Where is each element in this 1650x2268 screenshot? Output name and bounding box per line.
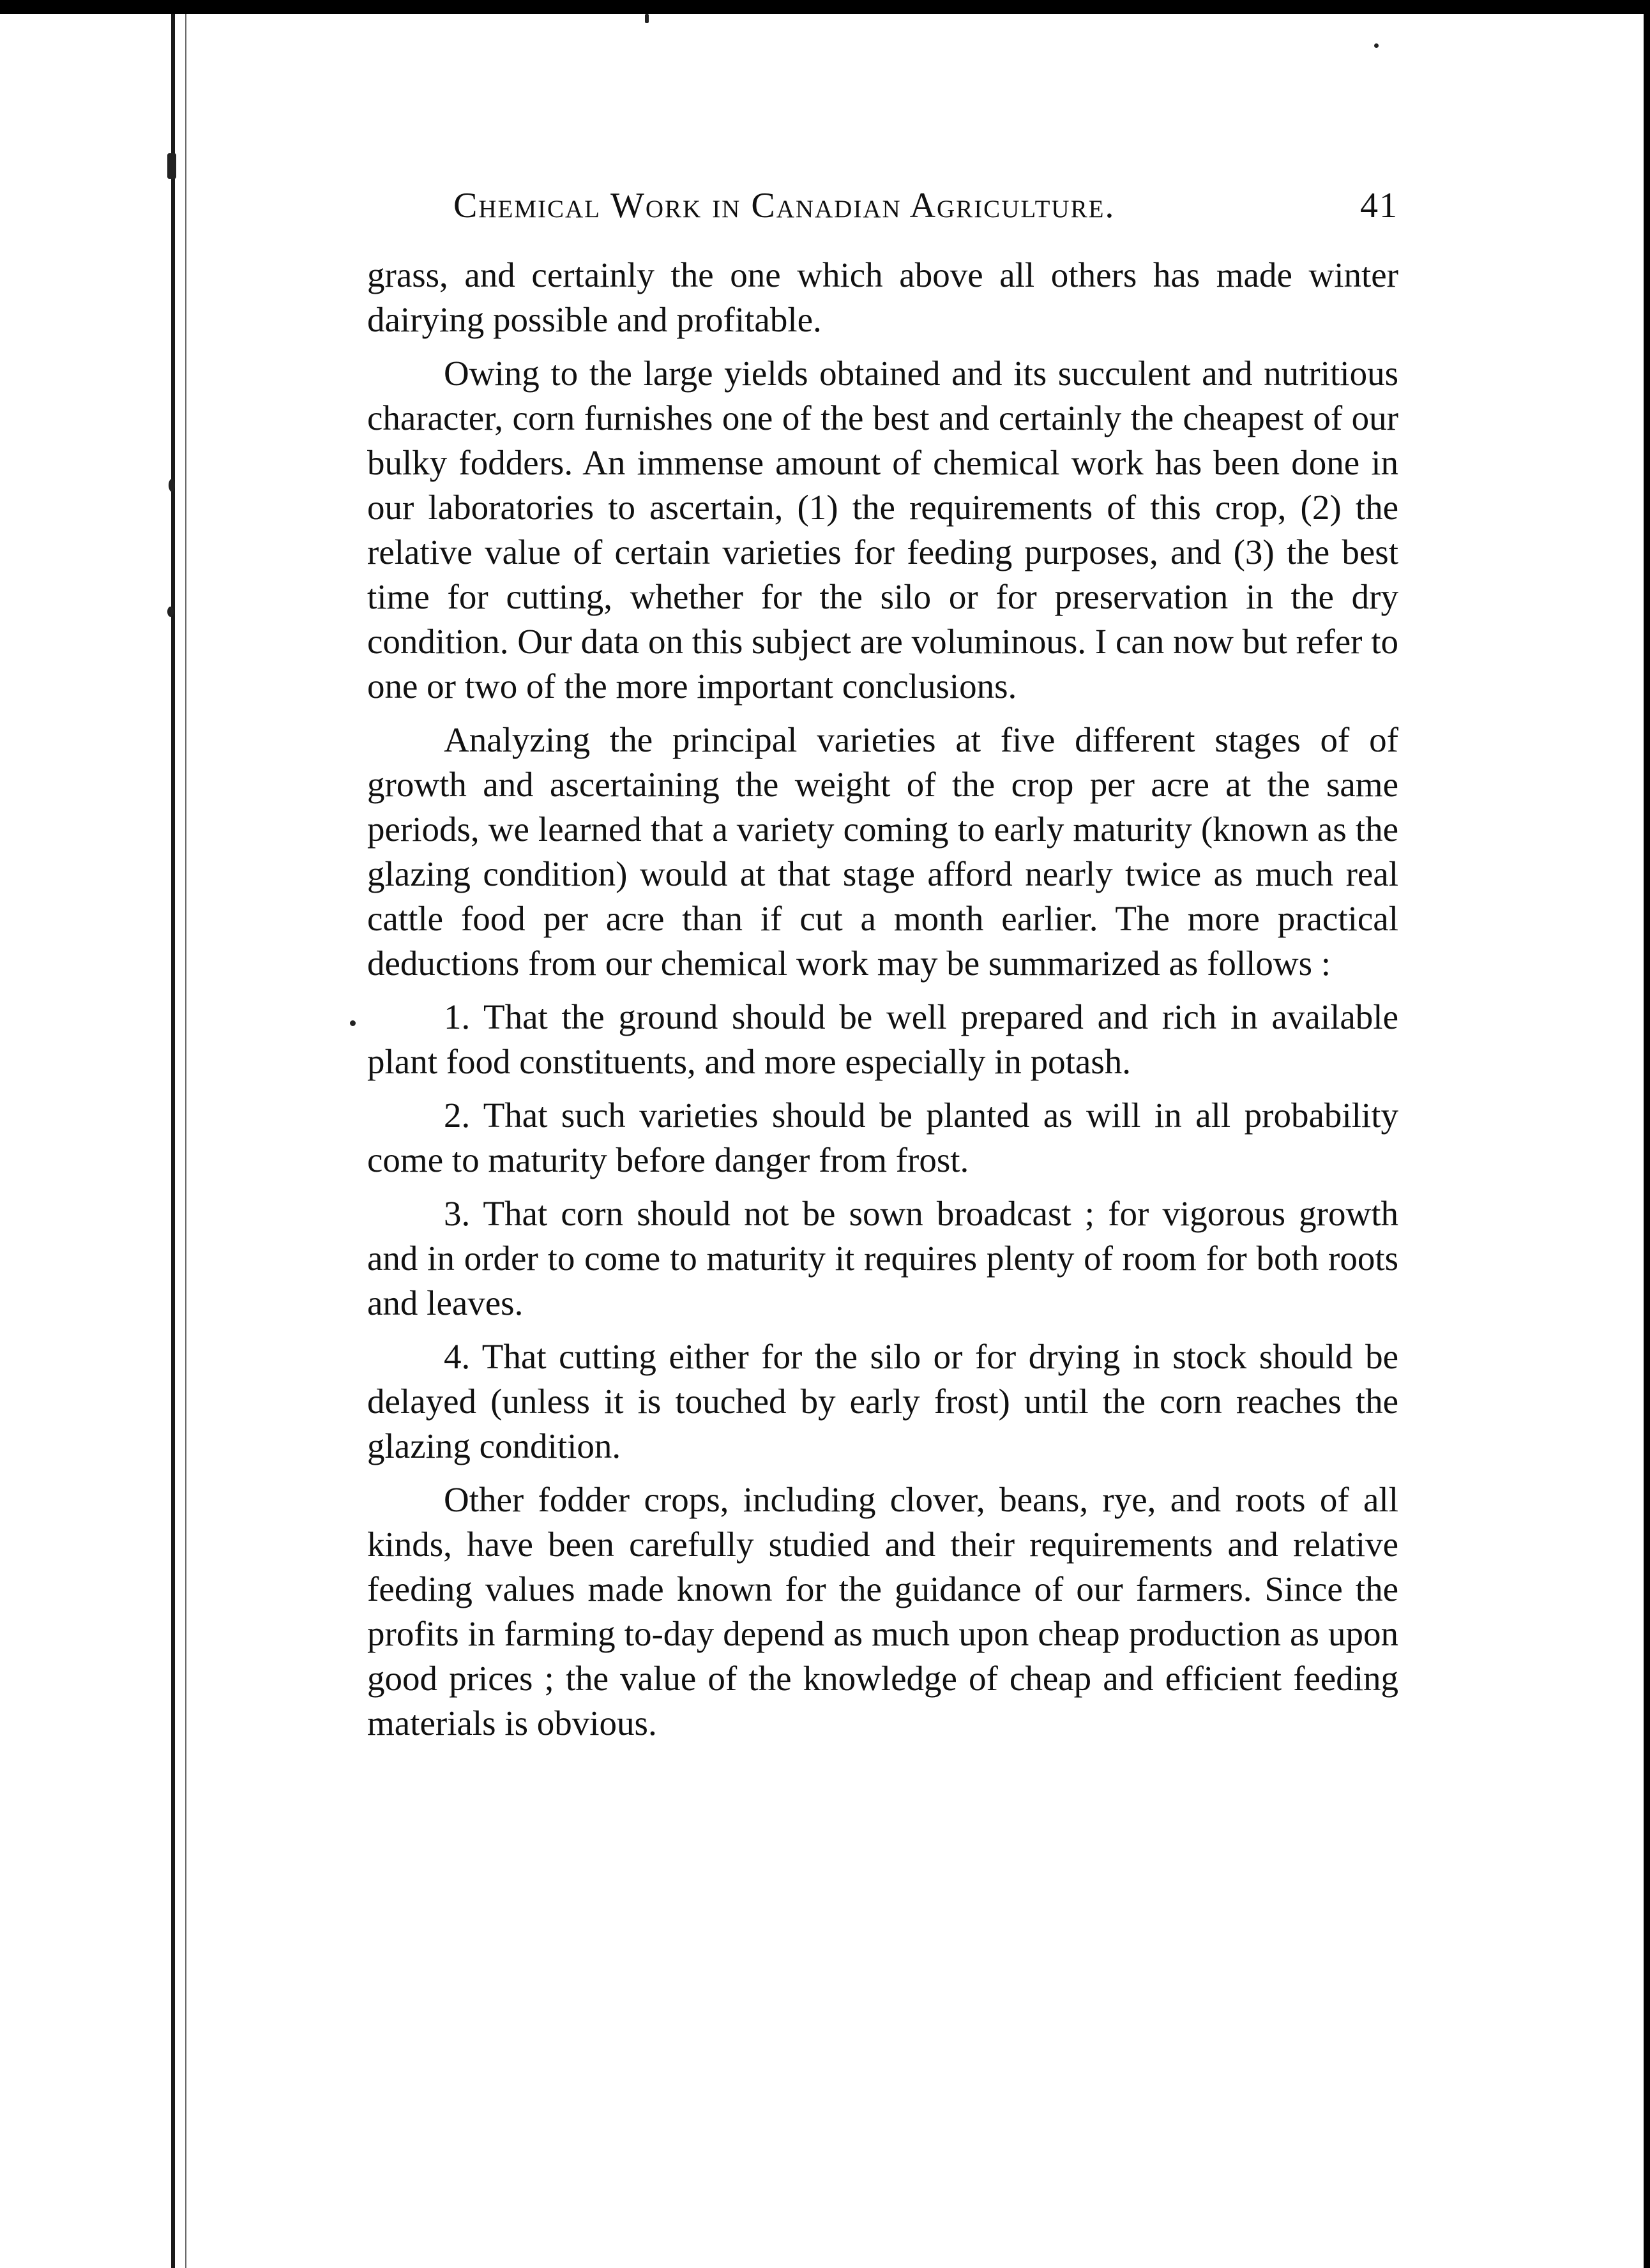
page-number: 41 xyxy=(1360,186,1398,225)
scan-speck xyxy=(645,14,649,23)
list-item: 2. That such varieties should be planted as will in all probability come to maturity before danger from frost. xyxy=(367,1096,1398,1179)
scan-speck xyxy=(1374,43,1379,48)
book-page xyxy=(367,185,1398,1755)
list-item: 3. That corn should not be sown broadcast ; for vigorous growth and in order to come to maturity it requires plenty of room for both roots and leaves. xyxy=(367,1194,1398,1322)
paragraph-other-fodder-crops: Other fodder crops, including clover, beans, rye, and roots of all kinds, have been carefully studied and their requirements and relative feeding values made known for the guidance of our farmers. Since the profits in farming to-day depend as much upon cheap production as upon good prices ; the value of the knowledge of cheap and efficient feeding materials is obvious. xyxy=(367,1480,1398,1743)
list-item: 4. That cutting either for the silo or for drying in stock should be delayed (unless it is touched by early frost) until the corn reaches the glazing condition. xyxy=(367,1337,1398,1465)
scan-speck xyxy=(169,479,175,492)
page-gutter-shadow xyxy=(185,14,186,2268)
scan-speck xyxy=(350,1020,356,1026)
scan-speck xyxy=(167,607,174,617)
scan-speck xyxy=(167,153,176,179)
body-text xyxy=(367,253,1398,1746)
paragraph-varieties-analysis: Analyzing the principal varieties at five different stages of of growth and ascertaining the weight of the crop per acre at the same periods, we learned that a variety coming to early maturity (known as the glazing condition) would at that stage afford nearly twice as much real cattle food per acre than if cut a month earlier. The more practical deductions from our chemical work may be summarized as follows : xyxy=(367,720,1398,983)
scan-border-right xyxy=(1644,0,1650,2268)
scan-border-top xyxy=(0,0,1650,14)
paragraph-continuation: grass, and certainly the one which above all others has made winter dairying possible and profitable. xyxy=(367,255,1398,339)
running-head xyxy=(367,185,1398,226)
list-item: 1. That the ground should be well prepared and rich in available plant food constituents, and more especially in potash. xyxy=(367,997,1398,1081)
paragraph-corn-fodder: Owing to the large yields obtained and its succulent and nutritious character, corn furnishes one of the best and certainly the cheapest of our bulky fodders. An immense amount of chemical work has been done in our laboratories to ascertain, (1) the requirements of this crop, (2) the relative value of certain varieties for feeding purposes, and (3) the best time for cutting, whether for the silo or for preservation in the dry condition. Our data on this subject are voluminous. I can now but refer to one or two of the more important conclusions. xyxy=(367,354,1398,706)
running-title: Chemical Work in Canadian Agriculture. xyxy=(453,186,1116,225)
page-gutter-line xyxy=(171,14,175,2268)
